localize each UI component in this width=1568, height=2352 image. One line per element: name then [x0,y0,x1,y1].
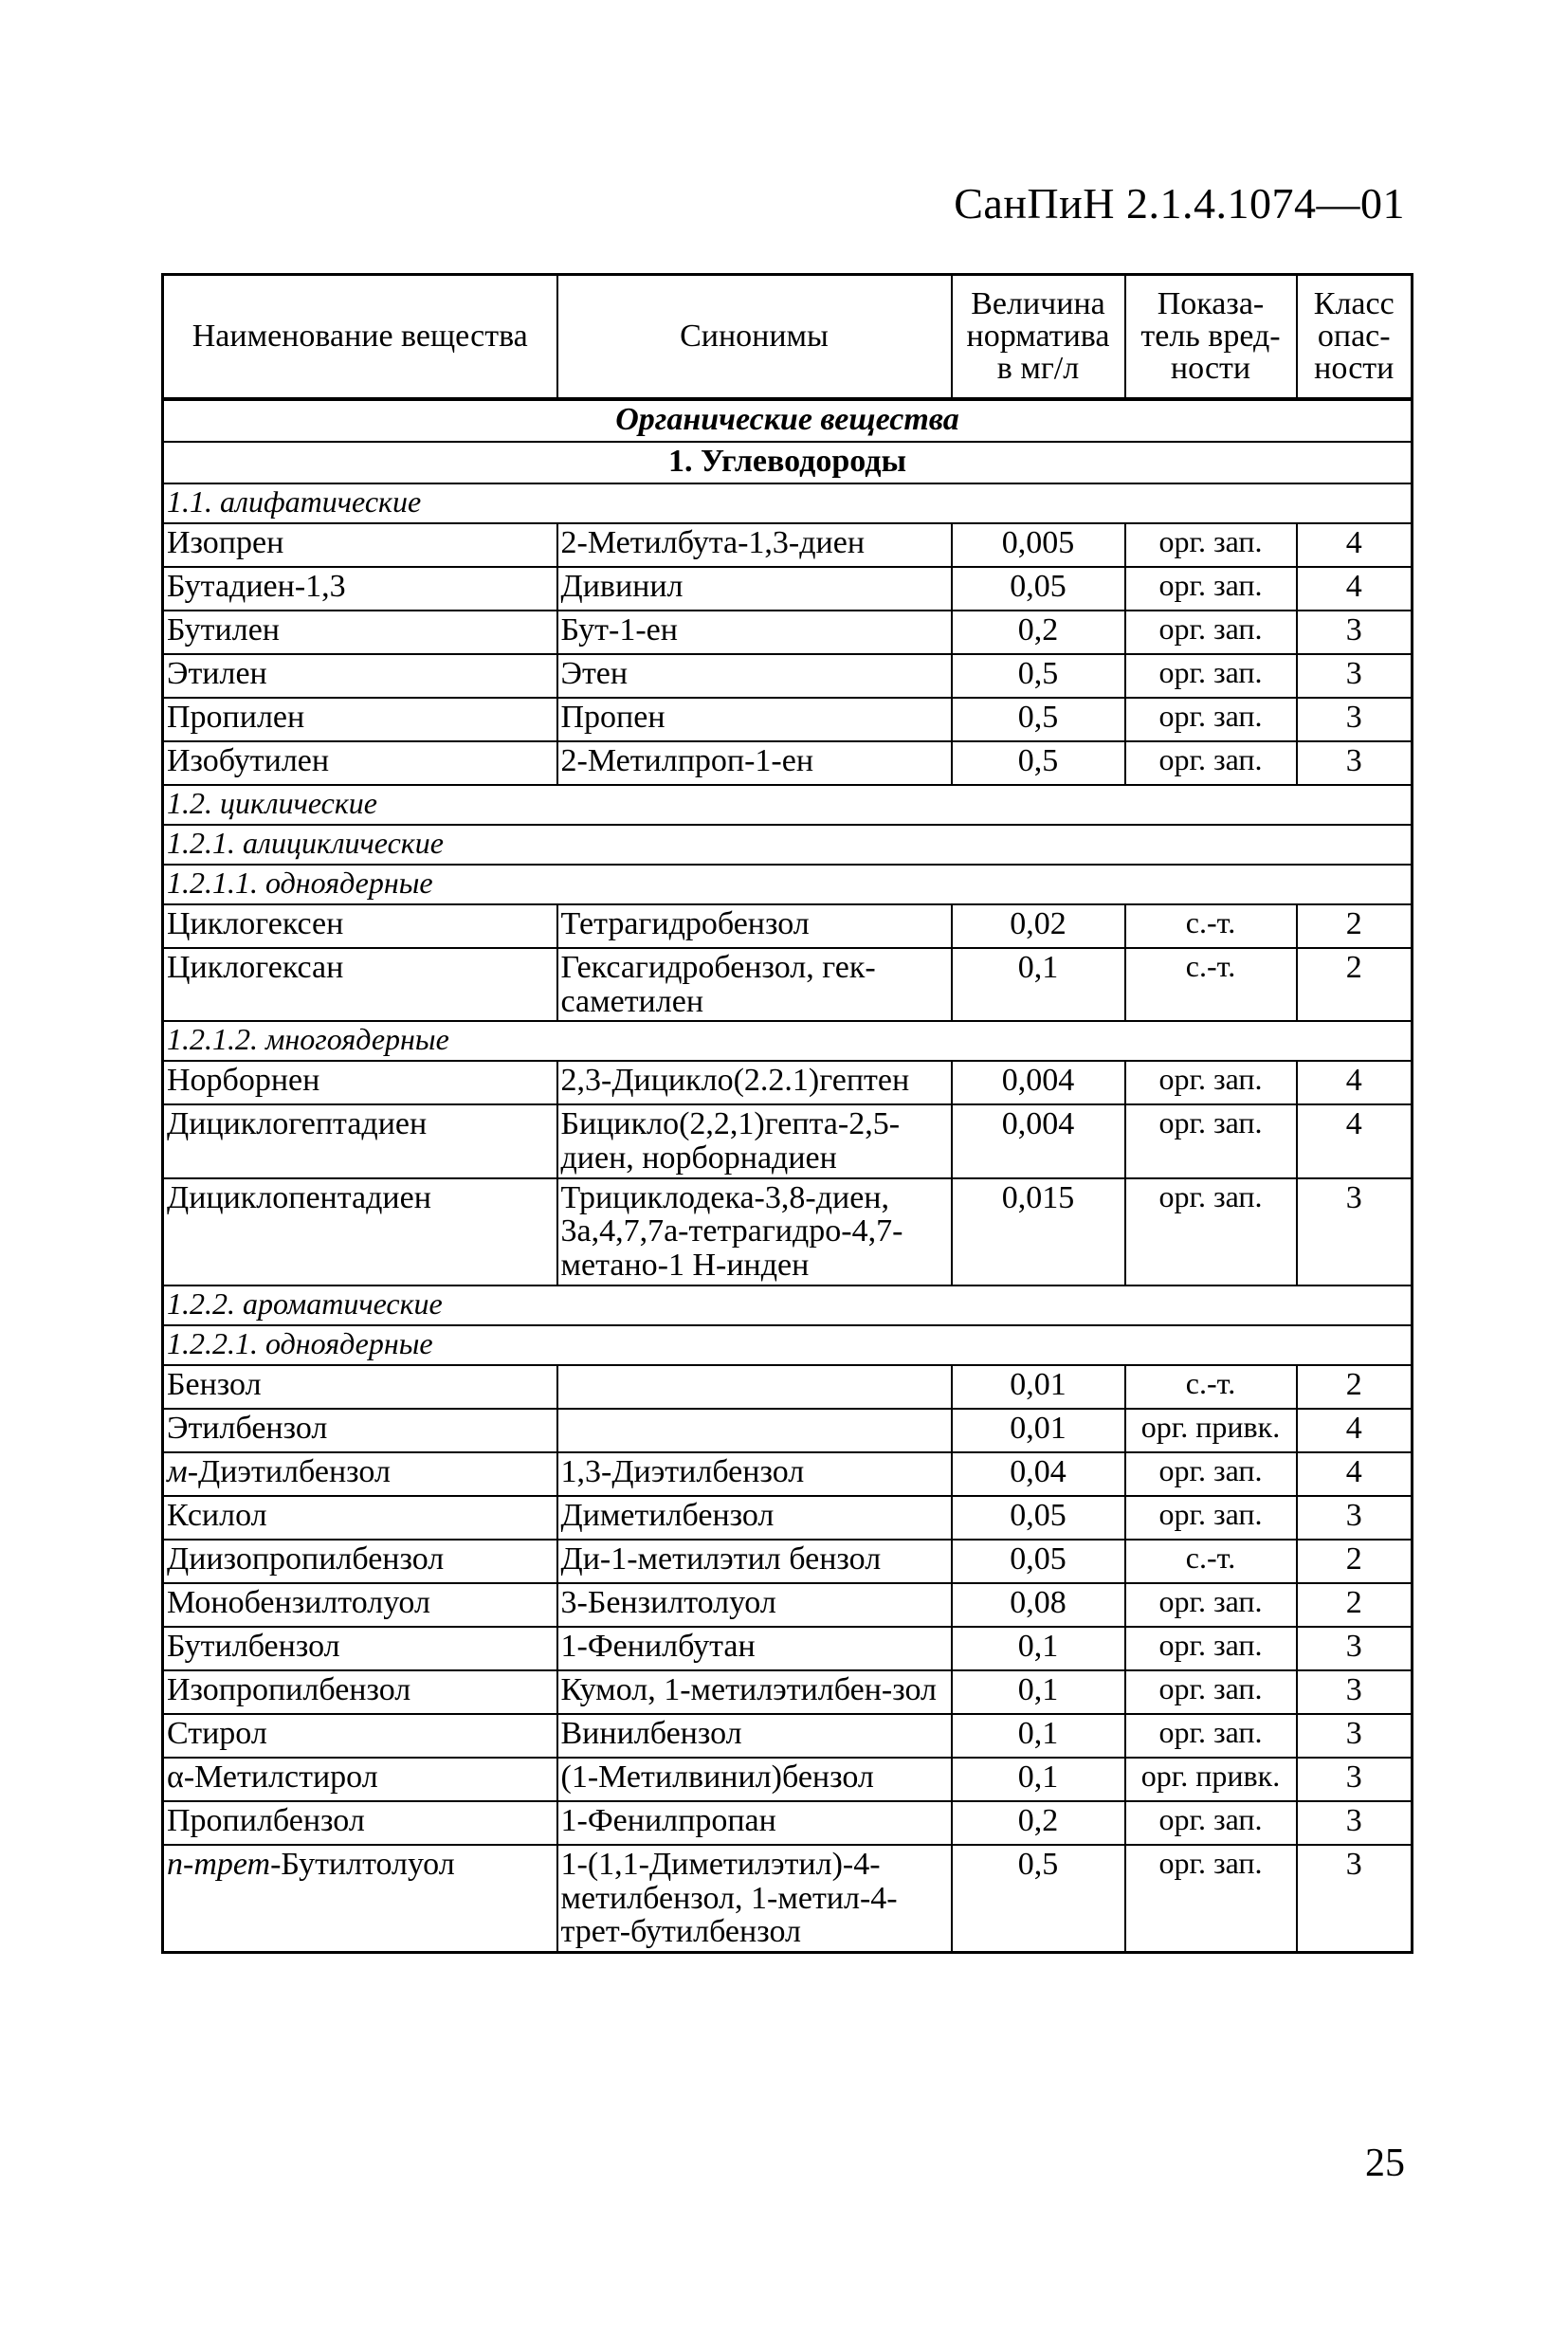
synonym: Кумол, 1-метилэтилбен-зол [557,1670,952,1714]
synonym: 2-Метилпроп-1-ен [557,741,952,785]
norm-value: 0,05 [952,1540,1125,1583]
table-row [163,1670,1413,1714]
column-header-indicator: Показа-тель вред-ности [1125,275,1297,400]
synonym: Пропен [557,698,952,741]
substance-name: Бутилбензол [163,1627,557,1670]
harm-indicator: орг. зап. [1125,741,1297,785]
norm-value: 0,1 [952,1758,1125,1801]
harm-indicator: орг. зап. [1125,1104,1297,1177]
norm-value: 0,1 [952,1714,1125,1758]
harm-indicator: орг. зап. [1125,1583,1297,1627]
name-prefix: п-трет [167,1846,271,1882]
harm-indicator: с.-т. [1125,1365,1297,1409]
table-row [163,1365,1413,1409]
table-row [163,948,1413,1021]
hazard-class: 3 [1297,1801,1413,1845]
substance-name: Диизопропилбензол [163,1540,557,1583]
synonym: Этен [557,654,952,698]
harm-indicator: орг. зап. [1125,1801,1297,1845]
synonym: 2,3-Дицикло(2.2.1)гептен [557,1061,952,1104]
substance-name: Норборнен [163,1061,557,1104]
norm-value: 0,1 [952,1627,1125,1670]
page-number: 25 [1365,2142,1405,2185]
harm-indicator: орг. зап. [1125,611,1297,654]
norm-value: 0,05 [952,1496,1125,1540]
harm-indicator: орг. зап. [1125,1061,1297,1104]
substance-name: Пропилбензол [163,1801,557,1845]
substance-name: α-Метилстирол [163,1758,557,1801]
hazard-class: 2 [1297,1540,1413,1583]
hazard-class: 2 [1297,904,1413,948]
subheading-mononuclear: 1.2.1.1. одноядерные [163,865,1413,904]
table-row [163,1540,1413,1583]
harm-indicator: орг. зап. [1125,654,1297,698]
table-row [163,698,1413,741]
norm-value: 0,04 [952,1452,1125,1496]
column-header-synonyms: Синонимы [557,275,952,400]
hazard-class: 2 [1297,948,1413,1021]
table-row [163,1409,1413,1452]
table-row [163,1583,1413,1627]
hazard-class: 3 [1297,1178,1413,1285]
synonym: Бут-1-ен [557,611,952,654]
synonym [557,1409,952,1452]
subheading-aliphatic: 1.1. алифатические [163,483,1413,523]
hazard-class: 3 [1297,1758,1413,1801]
name-prefix: м [167,1453,188,1489]
norm-value: 0,2 [952,611,1125,654]
substance-name: Циклогексан [163,948,557,1021]
norm-value: 0,1 [952,1670,1125,1714]
substance-name: м-Диэтилбензол [163,1452,557,1496]
substance-name: Монобензилтолуол [163,1583,557,1627]
substance-name: Изопропилбензол [163,1670,557,1714]
synonym: (1-Метилвинил)бензол [557,1758,952,1801]
substance-name: Стирол [163,1714,557,1758]
table-row [163,741,1413,785]
synonym: Трициклодека-3,8-диен, 3а,4,7,7а-тетрагидро-4,7-метано-1 Н-инден [557,1178,952,1285]
table-row [163,654,1413,698]
norm-value: 0,05 [952,567,1125,611]
table-row [163,1178,1413,1285]
norm-value: 0,08 [952,1583,1125,1627]
table-row [163,1061,1413,1104]
table-row [163,523,1413,567]
synonym: Ди-1-метилэтил бензол [557,1540,952,1583]
table-row [163,1452,1413,1496]
synonym: 2-Метилбута-1,3-диен [557,523,952,567]
column-header-name: Наименование вещества [163,275,557,400]
substance-name: Дициклопентадиен [163,1178,557,1285]
hazard-class: 3 [1297,698,1413,741]
harm-indicator: орг. зап. [1125,1452,1297,1496]
norm-value: 0,5 [952,741,1125,785]
table-row [163,904,1413,948]
synonym: Винилбензол [557,1714,952,1758]
substance-name: Этилбензол [163,1409,557,1452]
column-header-hazard-class: Класс опас-ности [1297,275,1413,400]
norm-value: 0,5 [952,654,1125,698]
section-title: Органические вещества [163,399,1413,442]
synonym: Гексагидробензол, гек-саметилен [557,948,952,1021]
subheading-cyclic: 1.2. циклические [163,785,1413,825]
column-header-value: Величина норматива в мг/л [952,275,1125,400]
norm-value: 0,005 [952,523,1125,567]
hazard-class: 4 [1297,1104,1413,1177]
hazard-class: 4 [1297,523,1413,567]
hazard-class: 3 [1297,1670,1413,1714]
hazard-class: 4 [1297,1061,1413,1104]
document-code: СанПиН 2.1.4.1074—01 [954,179,1405,228]
hazard-class: 2 [1297,1365,1413,1409]
harm-indicator: орг. зап. [1125,698,1297,741]
norm-value: 0,02 [952,904,1125,948]
hazard-class: 3 [1297,1627,1413,1670]
synonym: Дивинил [557,567,952,611]
hazard-class: 3 [1297,1845,1413,1953]
subheading-alicyclic: 1.2.1. алициклические [163,825,1413,865]
hazard-class: 4 [1297,1452,1413,1496]
norm-value: 0,2 [952,1801,1125,1845]
synonym: 3-Бензилтолуол [557,1583,952,1627]
substance-name: Дициклогептадиен [163,1104,557,1177]
substance-name: Бутадиен-1,3 [163,567,557,611]
hazard-class: 2 [1297,1583,1413,1627]
table-row [163,611,1413,654]
harm-indicator: орг. привк. [1125,1758,1297,1801]
harm-indicator: с.-т. [1125,948,1297,1021]
harm-indicator: орг. зап. [1125,1845,1297,1953]
hazard-class: 4 [1297,1409,1413,1452]
synonym: Тетрагидробензол [557,904,952,948]
harm-indicator: орг. зап. [1125,1627,1297,1670]
table-row [163,567,1413,611]
harm-indicator: орг. зап. [1125,1670,1297,1714]
substance-name: Бутилен [163,611,557,654]
hazard-class: 3 [1297,1714,1413,1758]
substance-norms-table [161,273,1413,1954]
table-row [163,1758,1413,1801]
synonym: 1-Фенилбутан [557,1627,952,1670]
norm-value: 0,5 [952,1845,1125,1953]
synonym: Диметилбензол [557,1496,952,1540]
table-row [163,1496,1413,1540]
table-row [163,1627,1413,1670]
harm-indicator: орг. зап. [1125,1178,1297,1285]
substance-name: Ксилол [163,1496,557,1540]
synonym: 1-Фенилпропан [557,1801,952,1845]
hazard-class: 3 [1297,654,1413,698]
norm-value: 0,01 [952,1409,1125,1452]
substance-name: Изопрен [163,523,557,567]
synonym [557,1365,952,1409]
norm-value: 0,015 [952,1178,1125,1285]
harm-indicator: орг. привк. [1125,1409,1297,1452]
hazard-class: 3 [1297,741,1413,785]
subheading-mononuclear-aromatic: 1.2.2.1. одноядерные [163,1325,1413,1365]
table-row [163,1801,1413,1845]
harm-indicator: орг. зап. [1125,1496,1297,1540]
subheading-aromatic: 1.2.2. ароматические [163,1285,1413,1325]
table-row [163,1845,1413,1953]
hazard-class: 3 [1297,1496,1413,1540]
subheading-polynuclear: 1.2.1.2. многоядерные [163,1021,1413,1061]
harm-indicator: орг. зап. [1125,567,1297,611]
substance-name: Пропилен [163,698,557,741]
harm-indicator: с.-т. [1125,904,1297,948]
synonym: Бицикло(2,2,1)гепта-2,5-диен, норборнадиен [557,1104,952,1177]
synonym: 1,3-Диэтилбензол [557,1452,952,1496]
substance-name: Этилен [163,654,557,698]
synonym: 1-(1,1-Диметилэтил)-4-метилбензол, 1-метил-4-трет-бутилбензол [557,1845,952,1953]
substance-name: п-трет-Бутилтолуол [163,1845,557,1953]
hazard-class: 3 [1297,611,1413,654]
harm-indicator: орг. зап. [1125,523,1297,567]
table-row [163,1714,1413,1758]
hazard-class: 4 [1297,567,1413,611]
group-title: 1. Углеводороды [163,442,1413,483]
table-header-row [163,275,1413,400]
norm-value: 0,004 [952,1061,1125,1104]
harm-indicator: с.-т. [1125,1540,1297,1583]
norm-value: 0,5 [952,698,1125,741]
substance-name: Циклогексен [163,904,557,948]
substance-name: Изобутилен [163,741,557,785]
norm-value: 0,1 [952,948,1125,1021]
norm-value: 0,004 [952,1104,1125,1177]
table-row [163,1104,1413,1177]
harm-indicator: орг. зап. [1125,1714,1297,1758]
norm-value: 0,01 [952,1365,1125,1409]
substance-name: Бензол [163,1365,557,1409]
